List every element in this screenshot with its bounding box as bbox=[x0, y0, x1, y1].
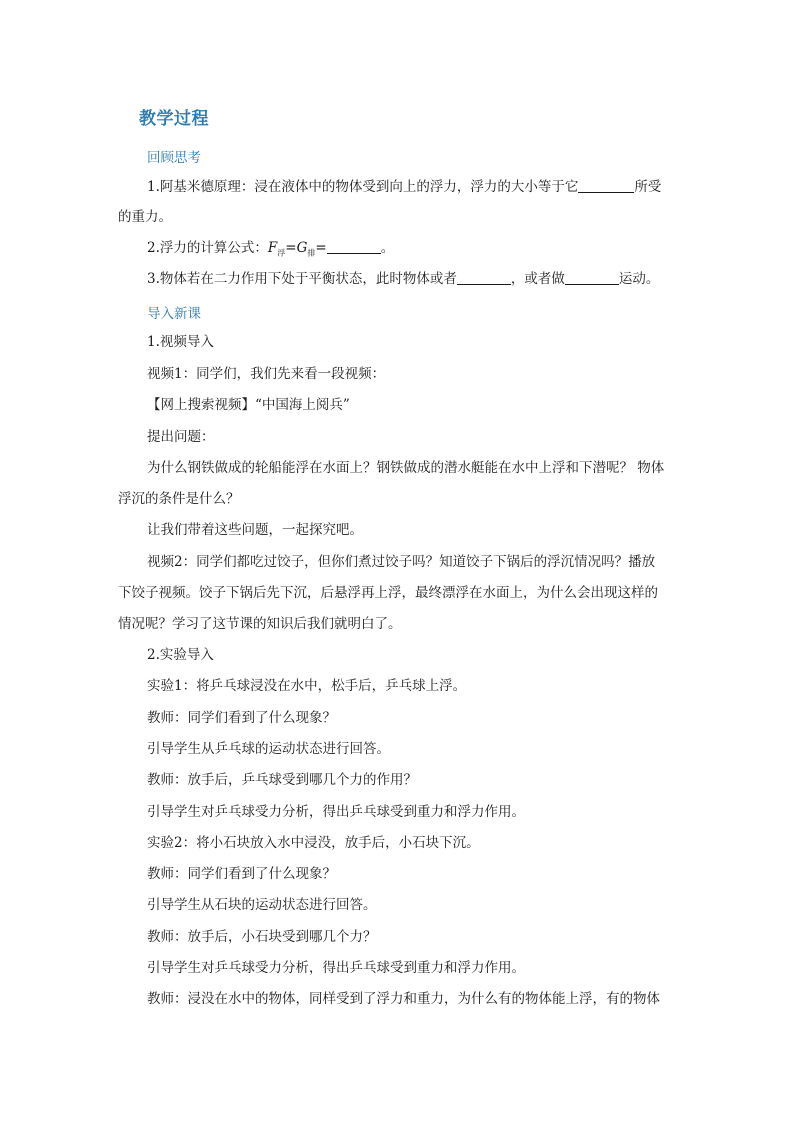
q3-end: 运动。 bbox=[618, 271, 660, 287]
video-2-line2: 下饺子视频。饺子下锅后先下沉，后悬浮再上浮，最终漂浮在水面上，为什么会出现这样的 bbox=[118, 585, 658, 601]
video-2-line1: 视频2：同学们都吃过饺子，但你们煮过饺子吗？知道饺子下锅后的浮沉情况吗？播放 bbox=[147, 554, 656, 570]
guide-line-3: 引导学生从石块的运动状态进行回答。 bbox=[147, 897, 377, 913]
teacher-line-1: 教师：同学们看到了什么现象？ bbox=[147, 710, 336, 726]
q1-suffix: 所受 bbox=[634, 179, 662, 195]
section-title: 教学过程 bbox=[139, 109, 209, 129]
formula-eq2: = bbox=[315, 240, 327, 256]
question-3 bbox=[147, 270, 659, 288]
question-1-cont: 的重力。 bbox=[118, 209, 172, 225]
teacher-line-5: 教师：浸没在水中的物体，同样受到了浮力和重力，为什么有的物体能上浮，有的物体 bbox=[147, 991, 660, 1007]
formula-G: G bbox=[296, 240, 308, 256]
q2-text: 2.浮力的计算公式： bbox=[147, 240, 268, 256]
q3-blank-2 bbox=[565, 270, 619, 285]
question-2 bbox=[147, 239, 394, 263]
q3-blank-1 bbox=[457, 270, 511, 285]
experiment-heading: 2.实验导入 bbox=[147, 647, 214, 663]
formula-F: F bbox=[267, 240, 278, 256]
q1-blank bbox=[578, 178, 634, 193]
question-1 bbox=[147, 178, 661, 196]
q2-end: 。 bbox=[380, 240, 395, 256]
video-heading: 1.视频导入 bbox=[147, 334, 214, 350]
video-1-source: 【网上搜索视频】“中国海上阅兵” bbox=[147, 397, 350, 413]
q1-text: 1.阿基米德原理：浸在液体中的物体受到向上的浮力，浮力的大小等于它 bbox=[147, 179, 579, 195]
teacher-line-3: 教师：同学们看到了什么现象？ bbox=[147, 866, 336, 882]
guide-line-1: 引导学生从乒乓球的运动状态进行回答。 bbox=[147, 741, 390, 757]
guide-line-4: 引导学生对乒乓球受力分析，得出乒乓球受到重力和浮力作用。 bbox=[147, 960, 525, 976]
experiment-2: 实验2：将小石块放入水中浸没，放手后，小石块下沉。 bbox=[147, 835, 480, 851]
ask-label: 提出问题： bbox=[147, 429, 215, 445]
heading-new-lesson: 导入新课 bbox=[147, 306, 201, 322]
q3-middle: ，或者做 bbox=[510, 271, 565, 287]
video-1: 视频1：同学们，我们先来看一段视频： bbox=[147, 366, 386, 382]
explore-line: 让我们带着这些问题，一起探究吧。 bbox=[147, 522, 363, 538]
guide-line-2: 引导学生对乒乓球受力分析，得出乒乓球受到重力和浮力作用。 bbox=[147, 804, 525, 820]
experiment-1: 实验1：将乒乓球浸没在水中，松手后，乒乓球上浮。 bbox=[147, 678, 467, 694]
video-2-line3: 情况呢？学习了这节课的知识后我们就明白了。 bbox=[118, 616, 402, 632]
q2-blank bbox=[327, 239, 381, 254]
formula-G-sub: 排 bbox=[307, 248, 316, 258]
teacher-line-2: 教师：放手后，乒乓球受到哪几个力的作用？ bbox=[147, 772, 417, 788]
teacher-line-4: 教师：放手后，小石块受到哪几个力？ bbox=[147, 929, 377, 945]
heading-review: 回顾思考 bbox=[147, 150, 201, 166]
formula-eq1: = bbox=[285, 240, 297, 256]
q3-text: 3.物体若在二力作用下处于平衡状态，此时物体或者 bbox=[147, 271, 457, 287]
question-para-line2: 浮沉的条件是什么？ bbox=[118, 491, 240, 507]
formula-F-sub: 浮 bbox=[277, 248, 286, 258]
question-para-line1: 为什么钢铁做成的轮船能浮在水面上？钢铁做成的潜水艇能在水中上浮和下潜呢？ 物体 bbox=[147, 460, 665, 476]
